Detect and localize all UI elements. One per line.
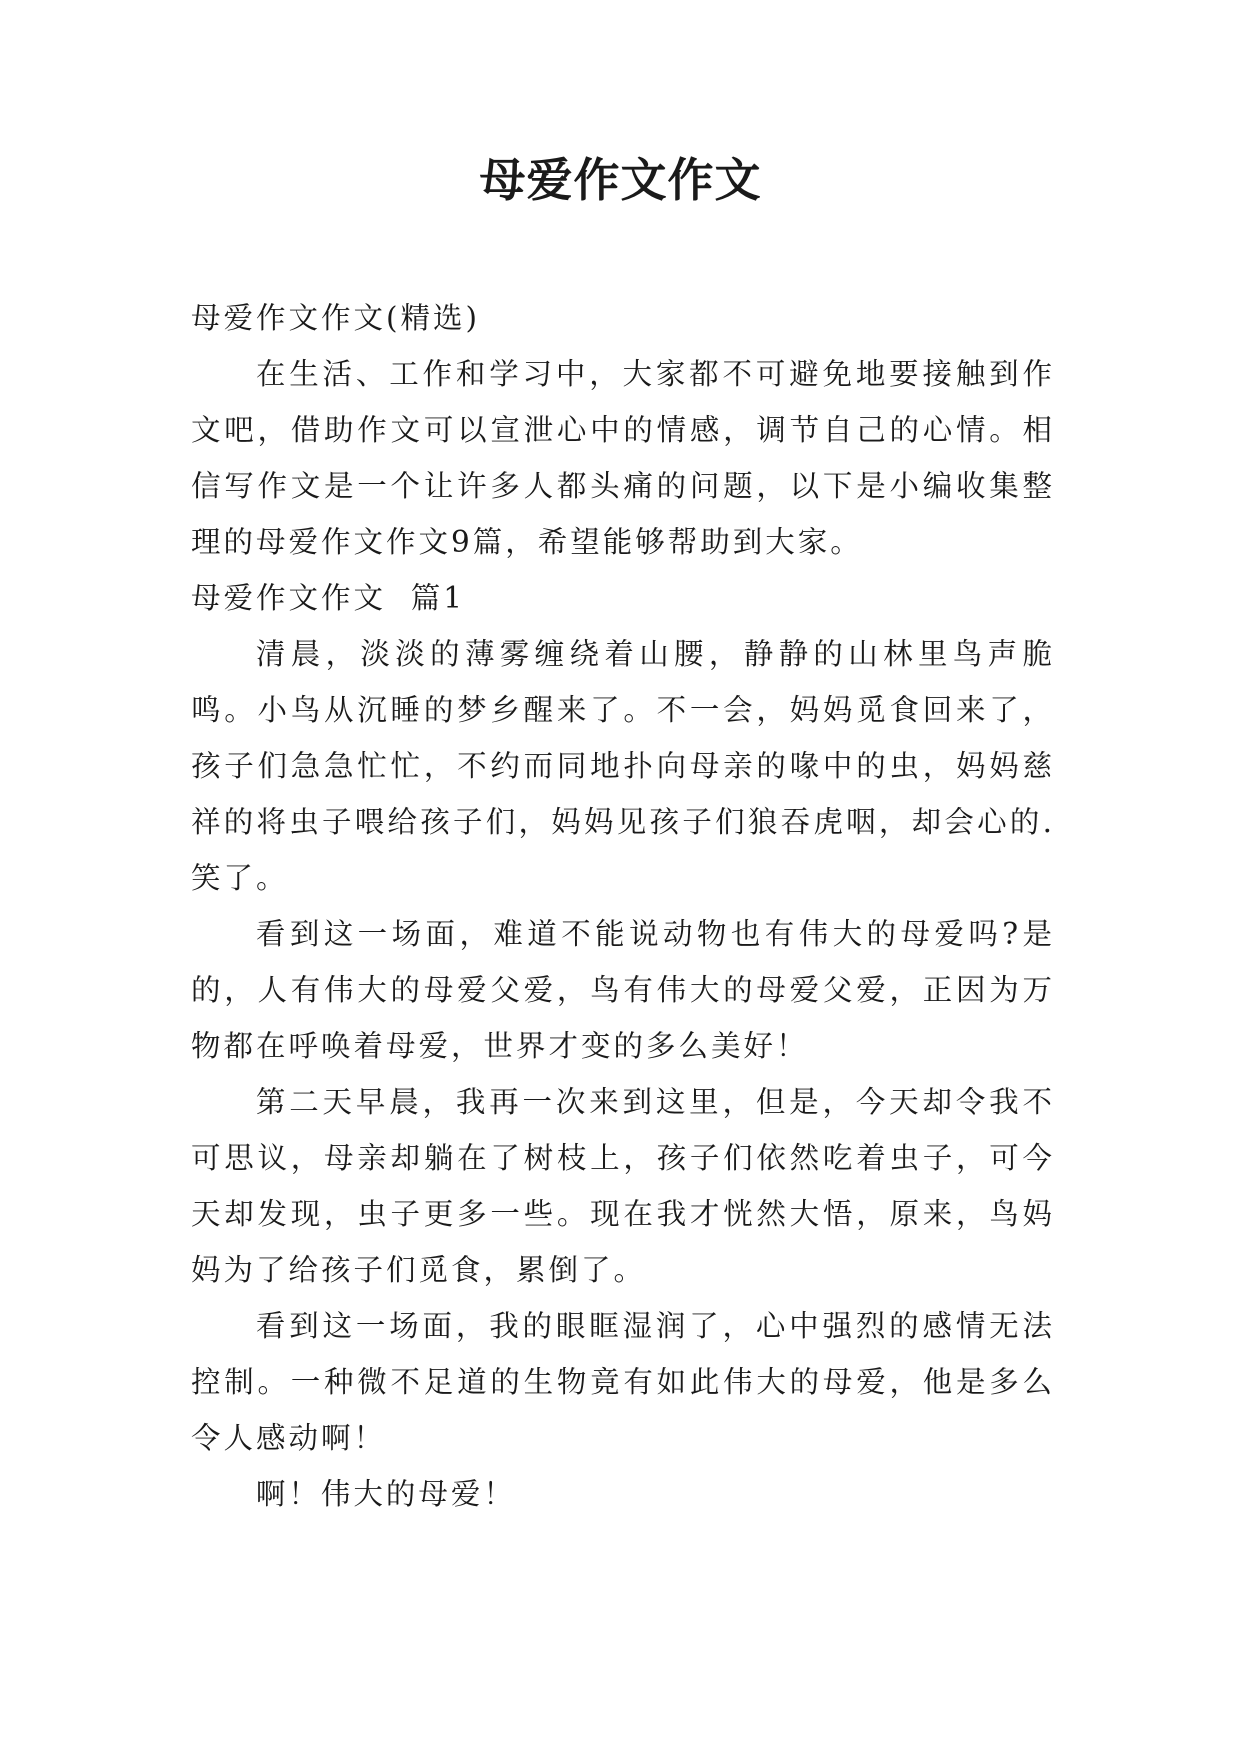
intro-paragraph: 在生活、工作和学习中，大家都不可避免地要接触到作文吧，借助作文可以宣泄心中的情感，调节自己的心情。相信写作文是一个让许多人都头痛的问题，以下是小编收集整理的母爱作文作文9篇，希望能够帮助到大家。 [191, 357, 1055, 559]
body-paragraph: 啊！伟大的母爱！ [255, 1477, 516, 1511]
document-subtitle: 母爱作文作文(精选) [191, 301, 481, 335]
body-paragraph: 清晨，淡淡的薄雾缠绕着山腰，静静的山林里鸟声脆鸣。小鸟从沉睡的梦乡醒来了。不一会，妈妈觅食回来了，孩子们急急忙忙，不约而同地扑向母亲的喙中的虫，妈妈慈祥的将虫子喂给孩子们，妈妈见孩子们狼吞虎咽，却会心的.笑了。 [191, 637, 1055, 895]
section-heading: 母爱作文作文 篇1 [191, 581, 466, 615]
body-paragraph: 看到这一场面，我的眼眶湿润了，心中强烈的感情无法控制。一种微不足道的生物竟有如此伟大的母爱，他是多么令人感动啊！ [191, 1309, 1055, 1455]
body-paragraph: 第二天早晨，我再一次来到这里，但是，今天却令我不可思议，母亲却躺在了树枝上，孩子们依然吃着虫子，可今天却发现，虫子更多一些。现在我才恍然大悟，原来，鸟妈妈为了给孩子们觅食，累倒了。 [191, 1085, 1055, 1287]
document-title: 母爱作文作文 [479, 153, 762, 207]
document-body [191, 290, 1055, 1522]
body-paragraph: 看到这一场面，难道不能说动物也有伟大的母爱吗?是的，人有伟大的母爱父爱，鸟有伟大的母爱父爱，正因为万物都在呼唤着母爱，世界才变的多么美好！ [191, 917, 1055, 1063]
